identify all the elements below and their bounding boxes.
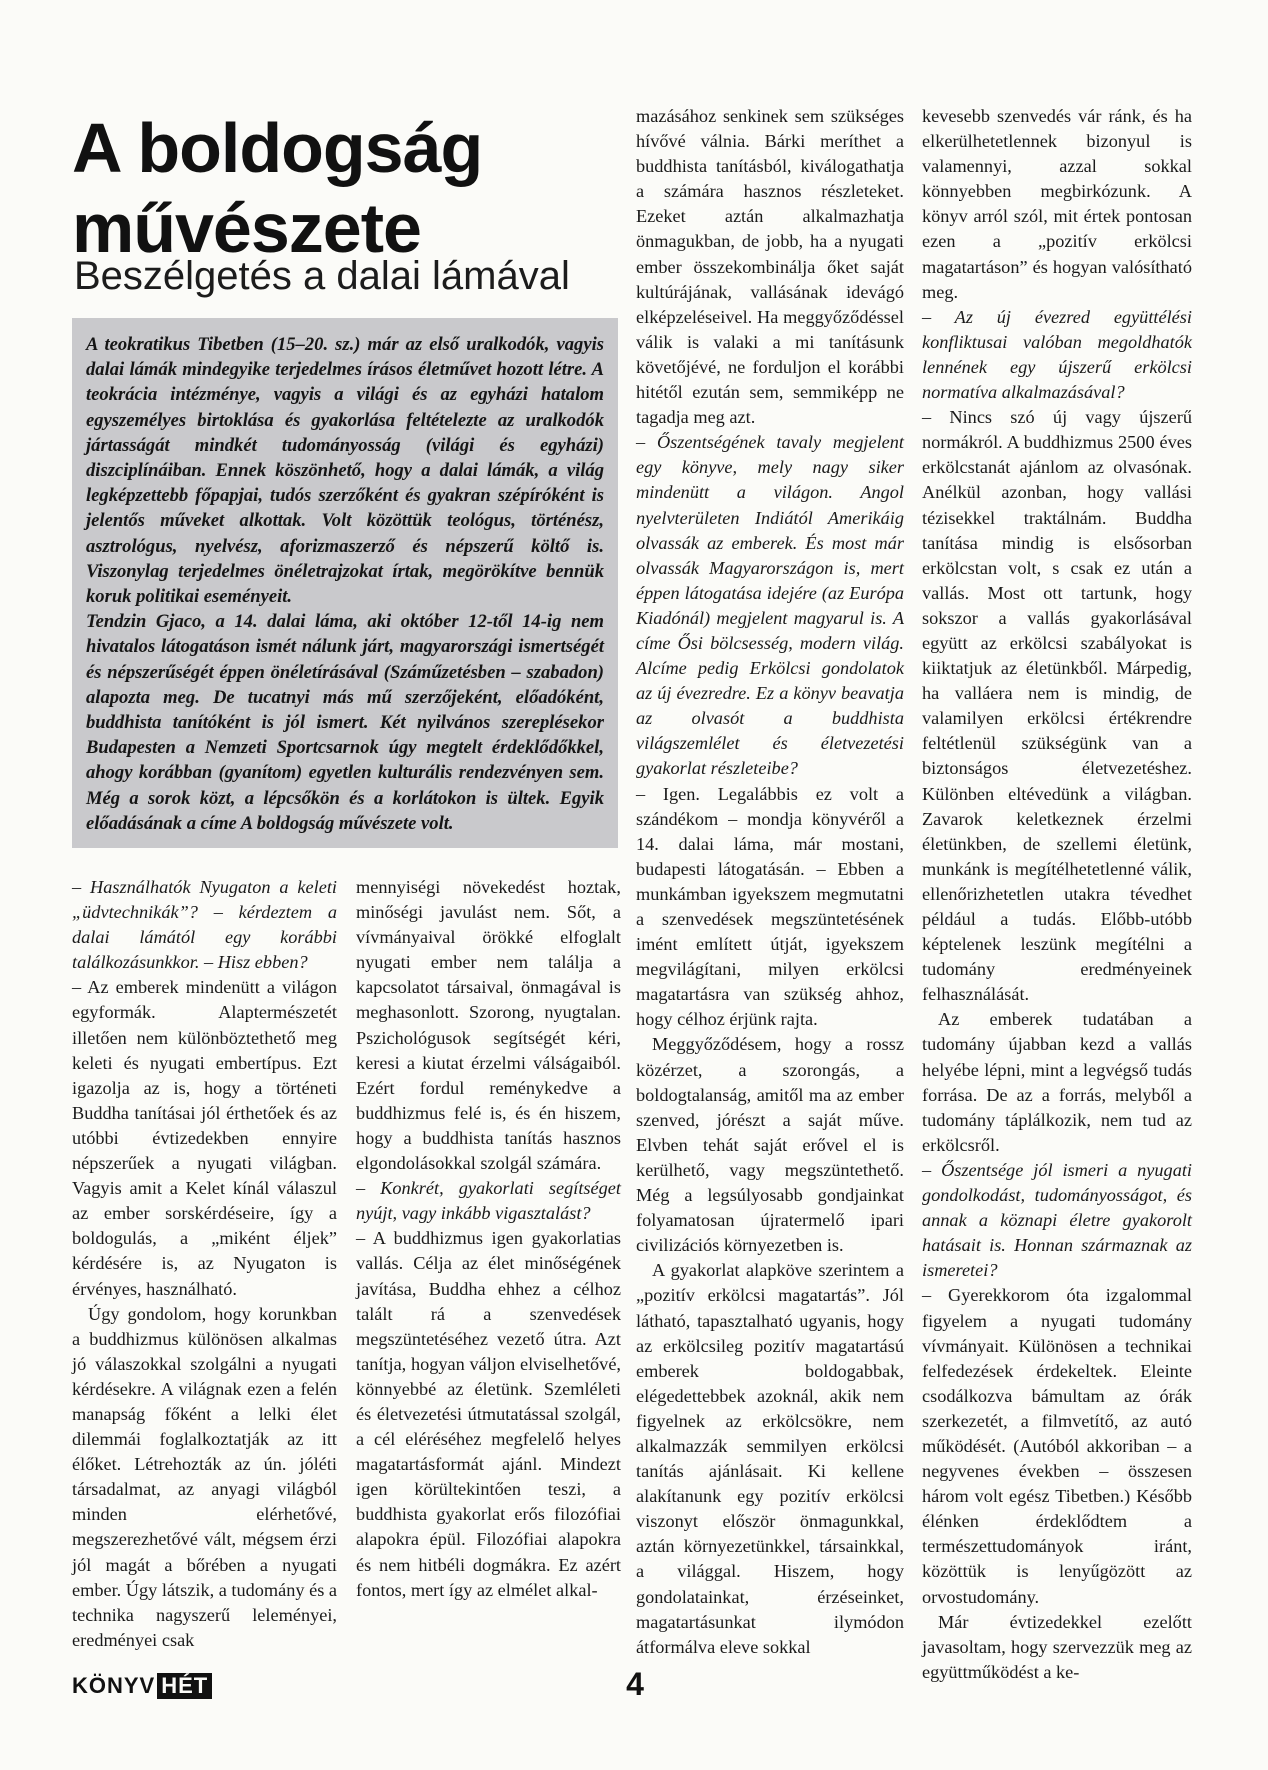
page-number: 4 [626, 1666, 644, 1702]
logo-box-text: HÉT [157, 1673, 212, 1699]
article-paragraph: – A buddhizmus igen gyakorlatias vallás. Célja az élet minőségének javítása, Buddha ehhez a célhoz talált rá a szenvedések megszüntetéséhez vezető útra. Azt tanítja, hogyan váljon elviselhetővé, könnyebbé az életünk. Szemléleti és életvezetési útmutatással szolgál, a cél eléréséhez megfelelő helyes magatartásformát ajánl. Mindezt igen körültekintően teszi, a buddhista gyakorlat erős filozófiai alapokra épül. Filozófiai alapokra és nem hitbéli dogmákra. Ez azért fontos, mert így az elmélet alkal- [356, 1228, 621, 1600]
interview-question: – Használhatók Nyugaton a keleti „üdvtechnikák”? – kérdeztem a dalai lámától egy korábbi találkozásunkkor. – Hisz ebben? [72, 877, 337, 973]
article-paragraph: Úgy gondolom, hogy korunkban a buddhizmus különösen alkalmas jó válaszokkal szolgálni a nyugati kérdésekre. A világnak ezen a felén manapság főként a lelki élet dilemmái foglalkoztatják az itt élőket. Létrehozták az ún. jóléti társadalmat, az anyagi világból minden elérhetővé, megszerezhetővé vált, mégsem érzi jól magát a bőrében a nyugati ember. Úgy látszik, a tudomány és a technika nagyszerű leleményei, eredményei csak [72, 1303, 338, 1650]
article-paragraph: – Nincs szó új vagy újszerű normákról. A buddhizmus 2500 éves erkölcstanát ajánlom az olvasónak. Anélkül azonban, hogy vallási tézisekkel traktálnám. Buddha tanítása mindig is elsősorban erkölcstan volt, s csak ez után a vallás. Most ott tartunk, hogy sokszor a vallás gyakorlásával együtt az erkölcsi szabályokat is kiiktatjuk az életünkből. Márpedig, ha valláera nem is mindig, de valamilyen erkölcsi értékrendre feltétlenül szükségünk van a biztonságos életvezetéshez. Különben eltévedünk a világban. Zavarok keletkeznek érzelmi életünkben, de szellemi életünk, munkánk is megítélhetetlenné válik, ellenőrizhetetlen utakra tévedhet például a tudás. Előbb-utóbb képtelenek leszünk megítélni a tudomány eredményeinek felhasználását. [922, 407, 1192, 1005]
lead-paragraph: Tendzin Gjaco, a 14. dalai láma, aki október 12-től 14-ig nem hivatalos látogatáson ismét nálunk járt, magyarországi ismertségét és népszerűségét éppen önéletírásával (Száműzetésben – szabadon) alapozta meg. De tucatnyi más mű szerzőjeként, előadóként, buddhista tanítóként is jól ismert. Két nyilvános szereplésekor Budapesten a Nemzeti Sportcsarnok úgy megtelt érdeklődőkkel, ahogy korábban (gyanítom) egyetlen kulturális rendezvényen sem. Még a sorok közt, a lépcsőkön és a korlátokon is ültek. Egyik előadásának a címe A boldogság művészete volt. [86, 611, 604, 834]
interview-question: – Őszentsége jól ismeri a nyugati gondolkodást, tudományosságot, és annak a köznapi életre gyakorolt hatásait is. Honnan származnak az ismeretei? [922, 1159, 1192, 1281]
article-paragraph: mennyiségi növekedést hoztak, minőségi javulást nem. Sőt, a vívmányaival örökké elfoglalt nyugati ember nem találja a kapcsolatot társaival, önmagával is meghasonlott. Szorong, nyugtalan. Pszichológusok segítségét kéri, keresi a kiutat érzelmi válságaiból. Ezért fordul reménykedve a buddhizmus felé is, és én hiszem, hogy a buddhista tanítás hasznos elgondolásokkal szolgál számára. [356, 877, 621, 1174]
text-column-4 [922, 104, 1192, 1682]
article-paragraph: kevesebb szenvedés vár ránk, és ha elkerülhetetlennek bizonyul is valamennyi, azzal sokkal könnyebben megbirkózunk. A könyv arról szól, mit értek pontosan ezen a „pozitív erkölcsi magatartáson” és hogyan valósítható meg. [922, 106, 1192, 302]
lead-box [72, 318, 618, 848]
article-paragraph: Az emberek tudatában a tudomány újabban kezd a vallás helyébe lépni, mint a legvégső tudás forrása. De az a forrás, melyből a tudomány táplálkozik, nem tud az erkölcsről. [922, 1009, 1192, 1155]
interview-question: – Az új évezred együttélési konfliktusai valóban megoldhatók lennének egy újszerű erkölcsi normatíva alkalmazásával? [922, 306, 1192, 403]
article-paragraph: Már évtizedekkel ezelőtt javasoltam, hogy szervezzük meg az együttműködést a ke- [922, 1611, 1192, 1682]
interview-question: – Őszentségének tavaly megjelent egy könyve, mely nagy siker mindenütt a világon. Angol nyelvterületen Indiától Amerikáig olvassák az emberek. És most már olvassák Magyarországon is, mert éppen látogatása idejére (az Európa Kiadónál) megjelent magyarul is. A címe Ősi bölcsesség, modern világ. Alcíme pedig Erkölcsi gondolatok az új évezredre. Ez a könyv beavatja az olvasót a buddhista világszemlélet és életvezetési gyakorlat részleteibe? [636, 432, 904, 779]
article-paragraph: A gyakorlat alapköve szerintem a „pozitív erkölcsi magatartás”. Jól látható, tapasztalható ugyanis, hogy az erkölcsileg pozitív magatartású emberek boldogabbak, elégedettebbek azoknál, akik nem figyelnek az erkölcsökre, nem alkalmazzák semmilyen erkölcsi tanítás ajánlásait. Ki kellene alakítanunk egy pozitív erkölcsi viszonyt először önmagunkkal, aztán környezetünkkel, társainkkal, a világgal. Hiszem, hogy gondolatainkat, érzéseinket, magatartásunkat ilymódon átformálva eleve sokkal [636, 1260, 904, 1657]
logo-text: KÖNYV [72, 1673, 156, 1698]
article-paragraph: mazásához senkinek sem szükséges hívővé válnia. Bárki meríthet a buddhista tanításból, kiválogathatja a számára hasznos részleteket. Ezeket aztán alkalmazhatja önmagukban, de jobb, ha a nyugati ember összekombinálja őket saját kultúrájának, vallásának idevágó elképzeléseivel. Ha meggyőződéssel válik is valaki a mi tanításunk követőjévé, ne forduljon el korábbi hitétől ezután sem, semmiképp ne tagadja meg azt. [636, 106, 904, 428]
text-column-3 [636, 104, 904, 1657]
article-paragraph: Meggyőződésem, hogy a rossz közérzet, a szorongás, a boldogtalanság, amitől ma az ember szenved, jórészt a saját műve. Elvben tehát saját erővel el is kerülhető, vagy megszüntethető. Még a legsúlyosabb gondjainkat folyamatosan újratermelő ipari civilizációs környezetben is. [636, 1034, 904, 1256]
article-paragraph: – Az emberek mindenütt a világon egyformák. Alaptermészetét illetően nem különböztethető meg keleti és nyugati embertípus. Ezt igazolja az is, hogy a történeti Buddha tanításai jól érthetőek és az utóbbi évtizedekben ennyire népszerűek a nyugati világban. Vagyis amit a Kelet kínál válaszul az ember sorskérdéseire, így a boldogulás, a „miként éljek” kérdésére is, az Nyugaton is érvényes, használható. [72, 977, 337, 1299]
article-title: A boldogság művészete [72, 109, 483, 267]
publication-logo [72, 1671, 212, 1701]
interview-question: – Konkrét, gyakorlati segítséget nyújt, vagy inkább vigasztalást? [356, 1178, 621, 1224]
text-column-2 [356, 875, 621, 1635]
text-column-1 [72, 875, 338, 1650]
article-subtitle: Beszélgetés a dalai lámával [74, 254, 570, 298]
article-paragraph: – Gyerekkorom óta izgalommal figyelem a nyugati tudomány vívmányait. Különösen a technikai felfedezések érdekeltek. Eleinte csodálkozva bámultam az órák szerkezetét, a filmvetítő, az autó működését. (Autóból akkoriban – a negyvenes években – összesen három volt egész Tibetben.) Később élénken érdeklődtem a természettudományok iránt, közöttük is lenyűgözött az orvostudomány. [922, 1285, 1192, 1607]
article-paragraph: – Igen. Legalábbis ez volt a szándékom – mondja könyvéről a 14. dalai láma, már mostani, budapesti látogatásán. – Ebben a munkámban igyekszem megmutatni a szenvedések megszüntetésének imént említett útját, igyekszem megvilágítani, milyen erkölcsi magatartásra van szükség ahhoz, hogy célhoz érjünk rajta. [636, 783, 904, 1030]
lead-paragraph: A teokratikus Tibetben (15–20. sz.) már az első uralkodók, vagyis dalai lámák mindegyike terjedelmes írásos életművet hozott létre. A teokrácia intézménye, vagyis a világi és az egyházi hatalom egyszemélyes birtoklása és gyakorlása feltételezte az uralkodók jártasságát mindkét tudományosság (világi és egyházi) diszciplínáiban. Ennek köszönhető, hogy a dalai lámák, a világ legképzettebb főpapjai, tudós szerzőként és gyakran szépíróként is jelentős műveket alkottak. Volt közöttük teológus, történész, asztrológus, nyelvész, aforizmaszerző és népszerű költő is. Viszonylag terjedelmes önéletrajzokat írtak, megörökítve bennük koruk politikai eseményeit. [86, 334, 604, 608]
